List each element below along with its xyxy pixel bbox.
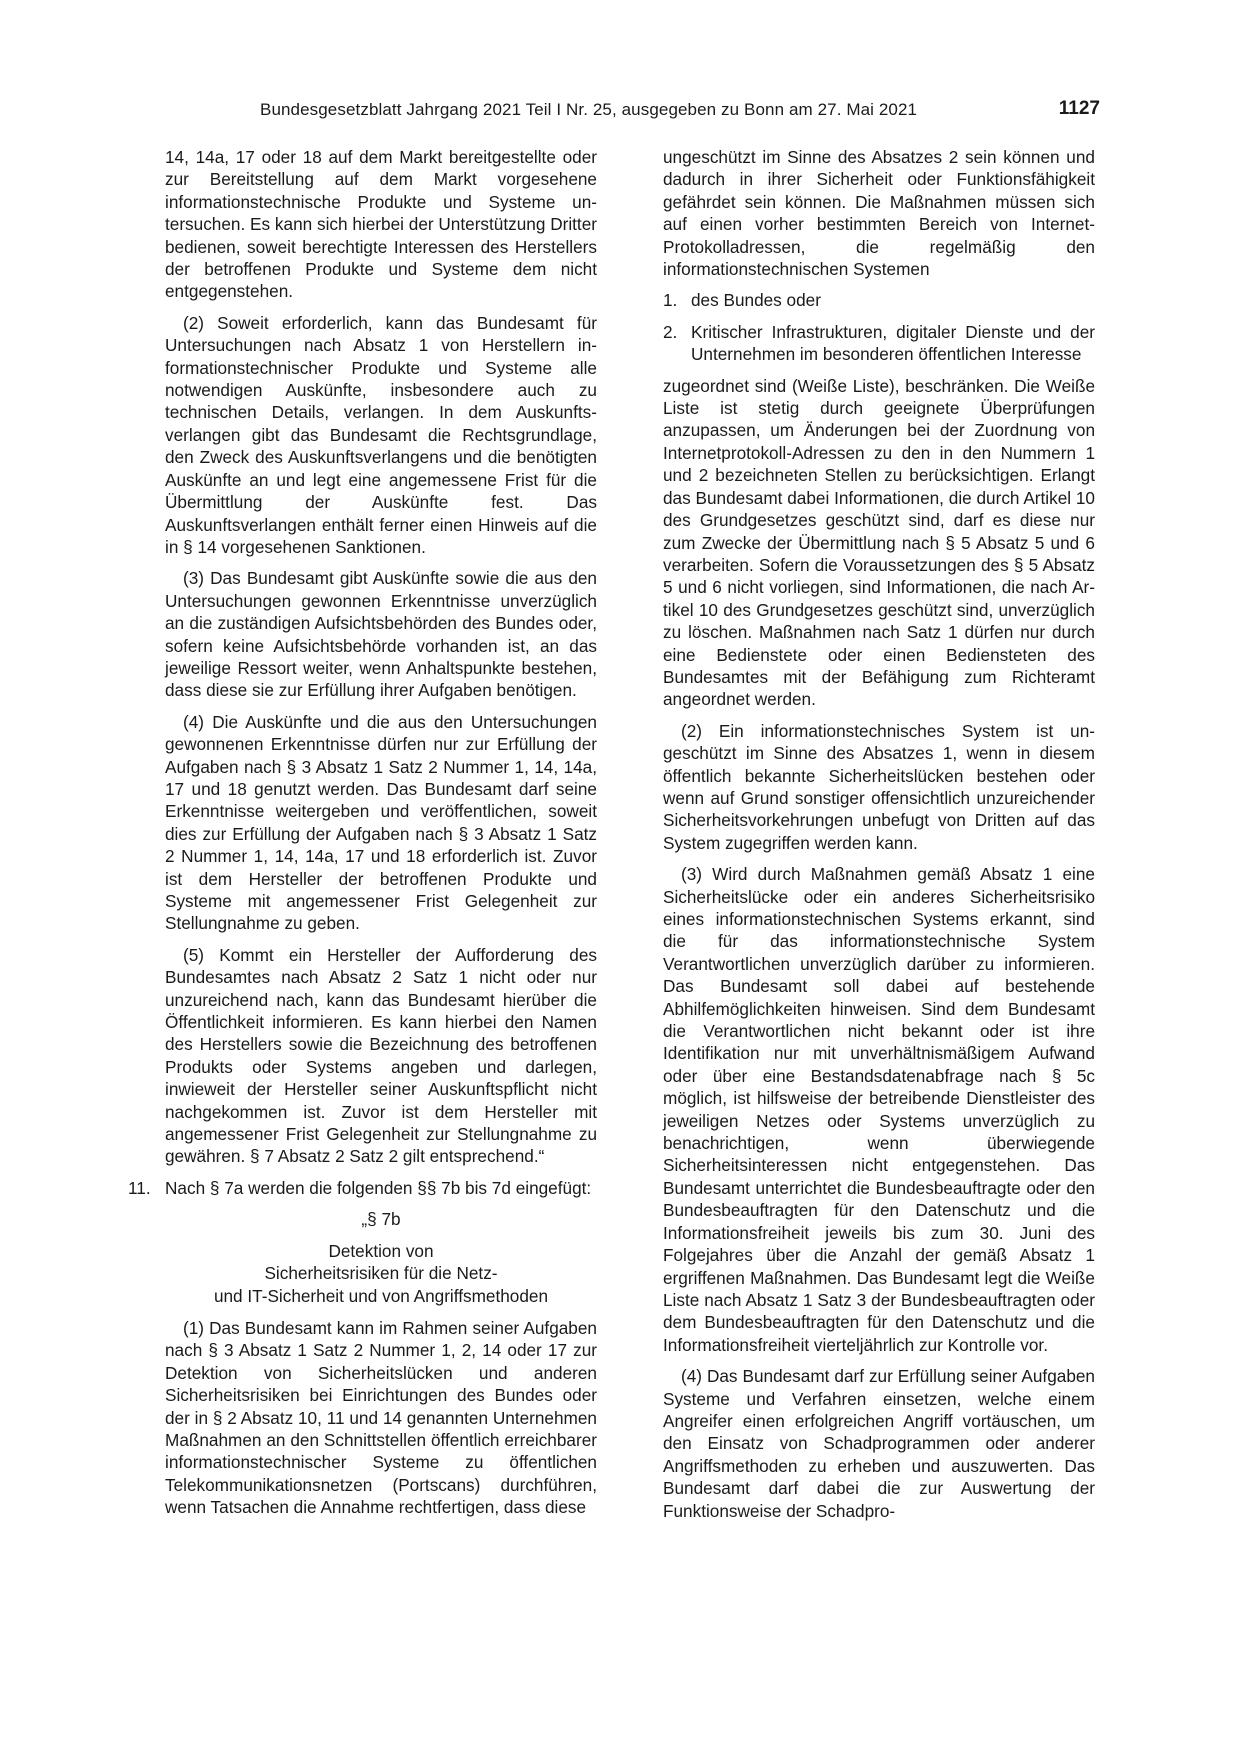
paragraph-4: (4) Das Bundesamt darf zur Erfüllung seiner Aufgaben Systeme und Verfahren einsetzen, welche einem Angreifer einen erfolgreichen Angriff vortäuschen, um den Einsatz von Schadprogrammen oder anderer Angriffsmethoden zu erheben und auszuwerten. Das Bundesamt darf dabei die zur Auswertung der Funktionsweise der Schadpro- — [663, 1366, 1095, 1521]
section-heading — [165, 1240, 597, 1307]
section-mark-7b: „§ 7b — [361, 1209, 401, 1230]
page-number: 1127 — [1058, 98, 1100, 119]
list-item-2-text: Kritischer Infrastrukturen, digitaler Dienste und der Unternehmen im besonderen öffentlichen Interesse — [691, 321, 1095, 365]
page-header — [130, 100, 1100, 130]
paragraph-4: (4) Die Auskünfte und die aus den Untersuchungen gewonnenen Erkenntnisse dürfen nur zur Erfüllung der Aufgaben nach § 3 Absatz 1 Satz 2 Nummer 1, 14, 14a, 17 und 18 genutzt werden. Das Bundesamt darf seine Erkenntnisse weitergeben und veröffentlichen, soweit dies zur Erfüllung der Aufgaben nach § 3 Absatz 1 Satz 2 Nummer 1, 14, 14a, 17 und 18 erforderlich ist. Zuvor ist dem Hersteller der betroffenen Produkte und Systeme mit angemessener Frist Gelegenheit zur Stellungnahme zu geben. — [165, 711, 597, 934]
section-heading-line-3: und IT-Sicherheit und von Angriffsmethoden — [213, 1285, 549, 1306]
paragraph-continuation: ungeschützt im Sinne des Absatzes 2 sein können und dadurch in ihrer Sicherheit oder Funktionsfähigkeit gefährdet sein können. Die Maßnahmen müssen sich auf einen vorher bestimmten Bereich von Internet-Protokolladressen, die regelmäßig den informationstechnischen Systemen — [663, 147, 1095, 280]
paragraph-2: (2) Ein informationstechnisches System ist ungeschützt im Sinne des Absatzes 1, wenn in diesem öffentlich bekannte Sicherheitslücken bestehen oder wenn auf Grund sonstiger offensichtlich unzureichender Sicherheitsvorkehrungen unbefugt von Dritten auf das System zugegriffen werden kann. — [663, 720, 1095, 853]
paragraph-5: (5) Kommt ein Hersteller der Aufforderung des Bundesamtes nach Absatz 2 Satz 1 nicht oder nur unzureichend nach, kann das Bundesamt hierüber die Öffentlichkeit informieren. Es kann hierbei den Namen des Herstellers sowie die Bezeichnung des betroffenen Produkts oder Systems angeben und darlegen, inwieweit der Hersteller seiner Auskunftspflicht nicht nachgekommen ist. Zuvor ist dem Hersteller mit angemessener Frist Gelegenheit zur Stellungnahme zu gewähren. § 7 Absatz 2 Satz 2 gilt entsprechend.“ — [165, 944, 597, 1167]
paragraph-3: (3) Das Bundesamt gibt Auskünfte sowie die aus den Untersuchungen gewonnen Erkenntnisse unverzüglich an die zuständigen Aufsichtsbehörden des Bundes oder, sofern keine Aufsichtsbehörde vorhanden ist, an das jeweilige Ressort weiter, wenn Anhaltspunkte bestehen, dass diese sie zur Erfüllung ihrer Aufgaben benötigen. — [165, 568, 597, 701]
list-item-11-text: Nach § 7a werden die folgenden §§ 7b bis 7d eingefügt: — [165, 1177, 592, 1198]
section-heading-line-1: Detektion von — [328, 1240, 434, 1261]
header-title: Bundesgesetzblatt Jahrgang 2021 Teil I Nr. 25, ausgegeben zu Bonn am 27. Mai 2021 — [260, 100, 918, 119]
paragraph-2: (2) Soweit erforderlich, kann das Bundesamt für Untersuchungen nach Absatz 1 von Herstellern informationstechnischer Produkte und Systeme alle notwendigen Auskünfte, insbesondere auch zu technischen Details, verlangen. In dem Auskunftsverlangen gibt das Bundesamt die Rechtsgrundlage, den Zweck des Auskunftsverlangens und die benötigten Auskünfte an und legt eine angemessene Frist für die Übermittlung der Auskünfte fest. Das Auskunftsverlangen enthält ferner einen Hinweis auf die in § 14 vorgesehenen Sanktionen. — [165, 312, 597, 557]
list-item-11 — [128, 1177, 597, 1199]
list-item-11-number: 11. — [128, 1177, 151, 1198]
paragraph-3: (3) Wird durch Maßnahmen gemäß Absatz 1 eine Sicherheitslücke oder ein anderes Sicherheitsrisiko eines informationstechnischen Systems erkannt, sind die für das informationstechnische System Verantwortlichen unverzüglich darüber zu informieren. Das Bundesamt soll dabei auf bestehende Abhilfemöglichkeiten hinweisen. Sind dem Bundesamt die Verantwortlichen nicht bekannt oder ist ihre Identifikation nur mit unverhältnismäßigem Aufwand oder über eine Bestandsdatenabfrage nach § 5c möglich, ist hilfsweise der betreibende Dienstleister des jeweiligen Netzes oder Systems unverzüglich zu benachrichtigen, wenn überwiegende Sicherheitsinteressen nicht entgegenstehen. Das Bundesamt unterrichtet die Bundesbeauftragte oder den Bundesbeauftragten für den Datenschutz und die Informationsfreiheit jeweils bis zum 30. Juni des Folgejahres über die Anzahl der gemäß Absatz 1 ergriffenen Maßnahmen. Das Bundesamt legt die Weiße Liste nach Absatz 1 Satz 3 der Bundesbeauftragten oder dem Bundesbeauftragten für den Datenschutz und die Informationsfreiheit vierteljährlich zur Kontrolle vor. — [663, 864, 1095, 1355]
paragraph-continuation: 14, 14a, 17 oder 18 auf dem Markt bereitgestellte oder zur Bereitstellung auf dem Markt vorgesehene informationstechnische Produkte und Systeme untersuchen. Es kann sich hierbei der Unterstützung Dritter bedienen, soweit berechtigte Interessen des Herstellers der betroffenen Produkte und Systeme dem nicht entgegenstehen. — [165, 147, 597, 302]
left-column — [128, 146, 597, 1528]
list-item-1-number: 1. — [663, 290, 678, 311]
section-7b-paragraph-1: (1) Das Bundesamt kann im Rahmen seiner Aufgaben nach § 3 Absatz 1 Satz 2 Nummer 1, 2, 14 oder 17 zur Detektion von Sicherheitslücken und anderen Sicherheitsrisiken bei Einrichtungen des Bundes oder der in § 2 Absatz 10, 11 und 14 genannten Unternehmen Maßnahmen an den Schnittstellen öffentlich erreichbarer informationstechnischer Systeme zu öffentlichen Telekommunikationsnetzen (Portscans) durchführen, wenn Tatsachen die Annahme rechtfertigen, dass diese — [165, 1317, 597, 1518]
list-item-2-number: 2. — [663, 321, 678, 342]
list-item-1-text: des Bundes oder — [691, 290, 821, 311]
section-heading-line-2: Sicherheitsrisiken für die Netz- — [264, 1263, 498, 1284]
paragraph-after-list: zugeordnet sind (Weiße Liste), beschränken. Die Weiße Liste ist stetig durch geeignete Überprüfungen anzupassen, um Änderungen bei der Zuordnung von Internetprotokoll-Adressen zu den in den Nummern 1 und 2 bezeichneten Stellen zu berücksichtigen. Erlangt das Bundesamt dabei Informationen, die durch Artikel 10 des Grundgesetzes geschützt sind, darf es diese nur zum Zwecke der Übermittlung nach § 5 Absatz 5 und 6 verarbeiten. Sofern die Voraussetzungen des § 5 Absatz 5 und 6 nicht vorliegen, sind Informationen, die nach Artikel 10 des Grundgesetzes geschützt sind, unverzüglich zu löschen. Maßnahmen nach Satz 1 dürfen nur durch eine Bedienstete oder einen Bediensteten des Bundesamtes mit der Befähigung zum Richteramt angeordnet werden. — [663, 375, 1095, 710]
list-item-2 — [663, 321, 1095, 366]
right-column — [663, 146, 1095, 1531]
list-item-1 — [663, 289, 1095, 311]
